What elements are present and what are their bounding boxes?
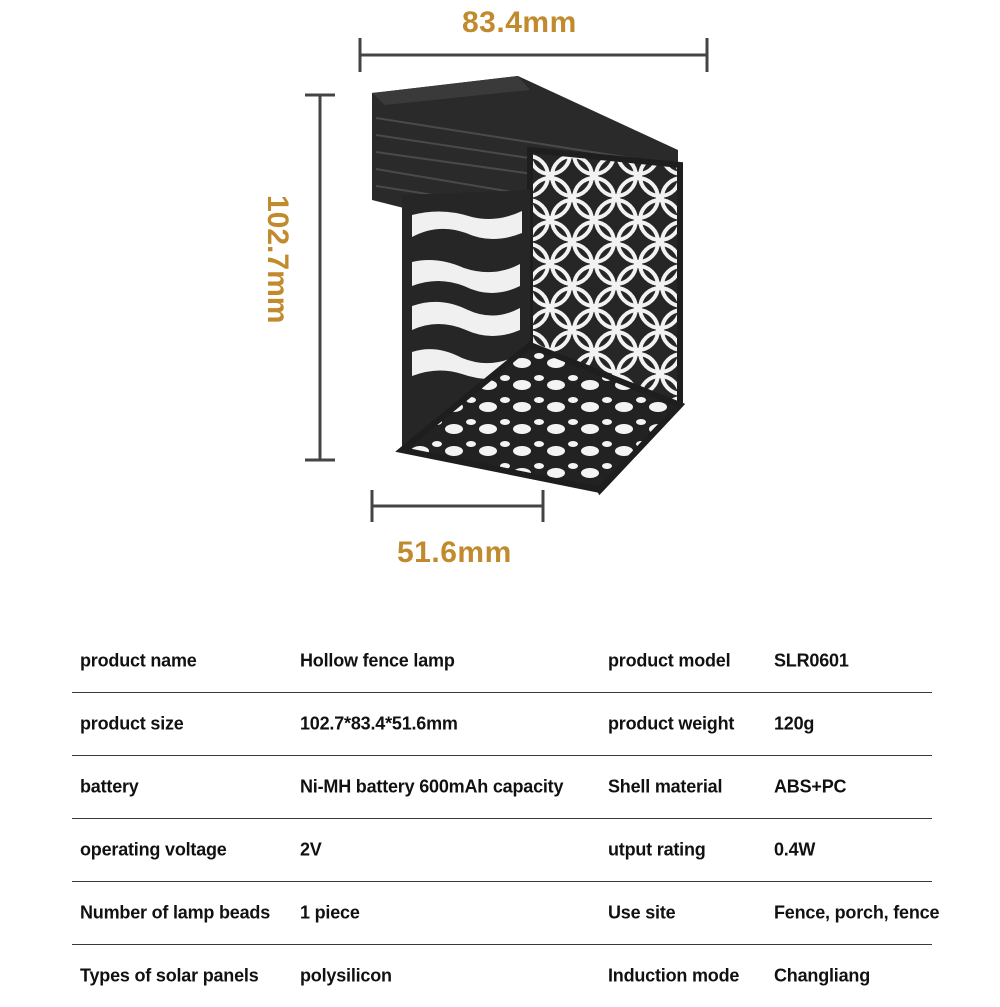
spec-label: operating voltage bbox=[80, 839, 227, 860]
width-dimension-label: 83.4mm bbox=[462, 6, 577, 39]
height-dimension-label: 102.7mm bbox=[261, 195, 294, 324]
spec-value: 2V bbox=[300, 839, 322, 860]
spec-label: Induction mode bbox=[608, 965, 740, 986]
spec-label: Use site bbox=[608, 902, 676, 923]
spec-label: Shell material bbox=[608, 776, 723, 797]
table-row bbox=[72, 882, 940, 945]
spec-label: battery bbox=[80, 776, 139, 797]
spec-value: 1 piece bbox=[300, 902, 360, 923]
spec-value: 102.7*83.4*51.6mm bbox=[300, 713, 458, 734]
spec-value: Hollow fence lamp bbox=[300, 650, 455, 671]
spec-value: 0.4W bbox=[774, 839, 816, 860]
table-row bbox=[72, 819, 932, 882]
spec-value: ABS+PC bbox=[774, 776, 847, 797]
table-row bbox=[72, 693, 932, 756]
spec-value: 120g bbox=[774, 713, 815, 734]
table-row bbox=[72, 630, 932, 693]
spec-table bbox=[72, 630, 940, 1007]
spec-label: Number of lamp beads bbox=[80, 902, 271, 923]
spec-value: Ni-MH battery 600mAh capacity bbox=[300, 776, 564, 797]
spec-value: Fence, porch, fence bbox=[774, 902, 940, 923]
depth-dimension-label: 51.6mm bbox=[397, 536, 512, 569]
spec-label: utput rating bbox=[608, 839, 706, 860]
height-dimension bbox=[258, 195, 298, 355]
spec-label: product size bbox=[80, 713, 184, 734]
table-row bbox=[72, 756, 932, 819]
spec-value: SLR0601 bbox=[774, 650, 849, 671]
spec-label: product model bbox=[608, 650, 731, 671]
spec-value: Changliang bbox=[774, 965, 870, 986]
spec-value: polysilicon bbox=[300, 965, 392, 986]
spec-label: Types of solar panels bbox=[80, 965, 259, 986]
spec-label: product weight bbox=[608, 713, 735, 734]
spec-label: product name bbox=[80, 650, 197, 671]
table-row bbox=[72, 945, 932, 1007]
